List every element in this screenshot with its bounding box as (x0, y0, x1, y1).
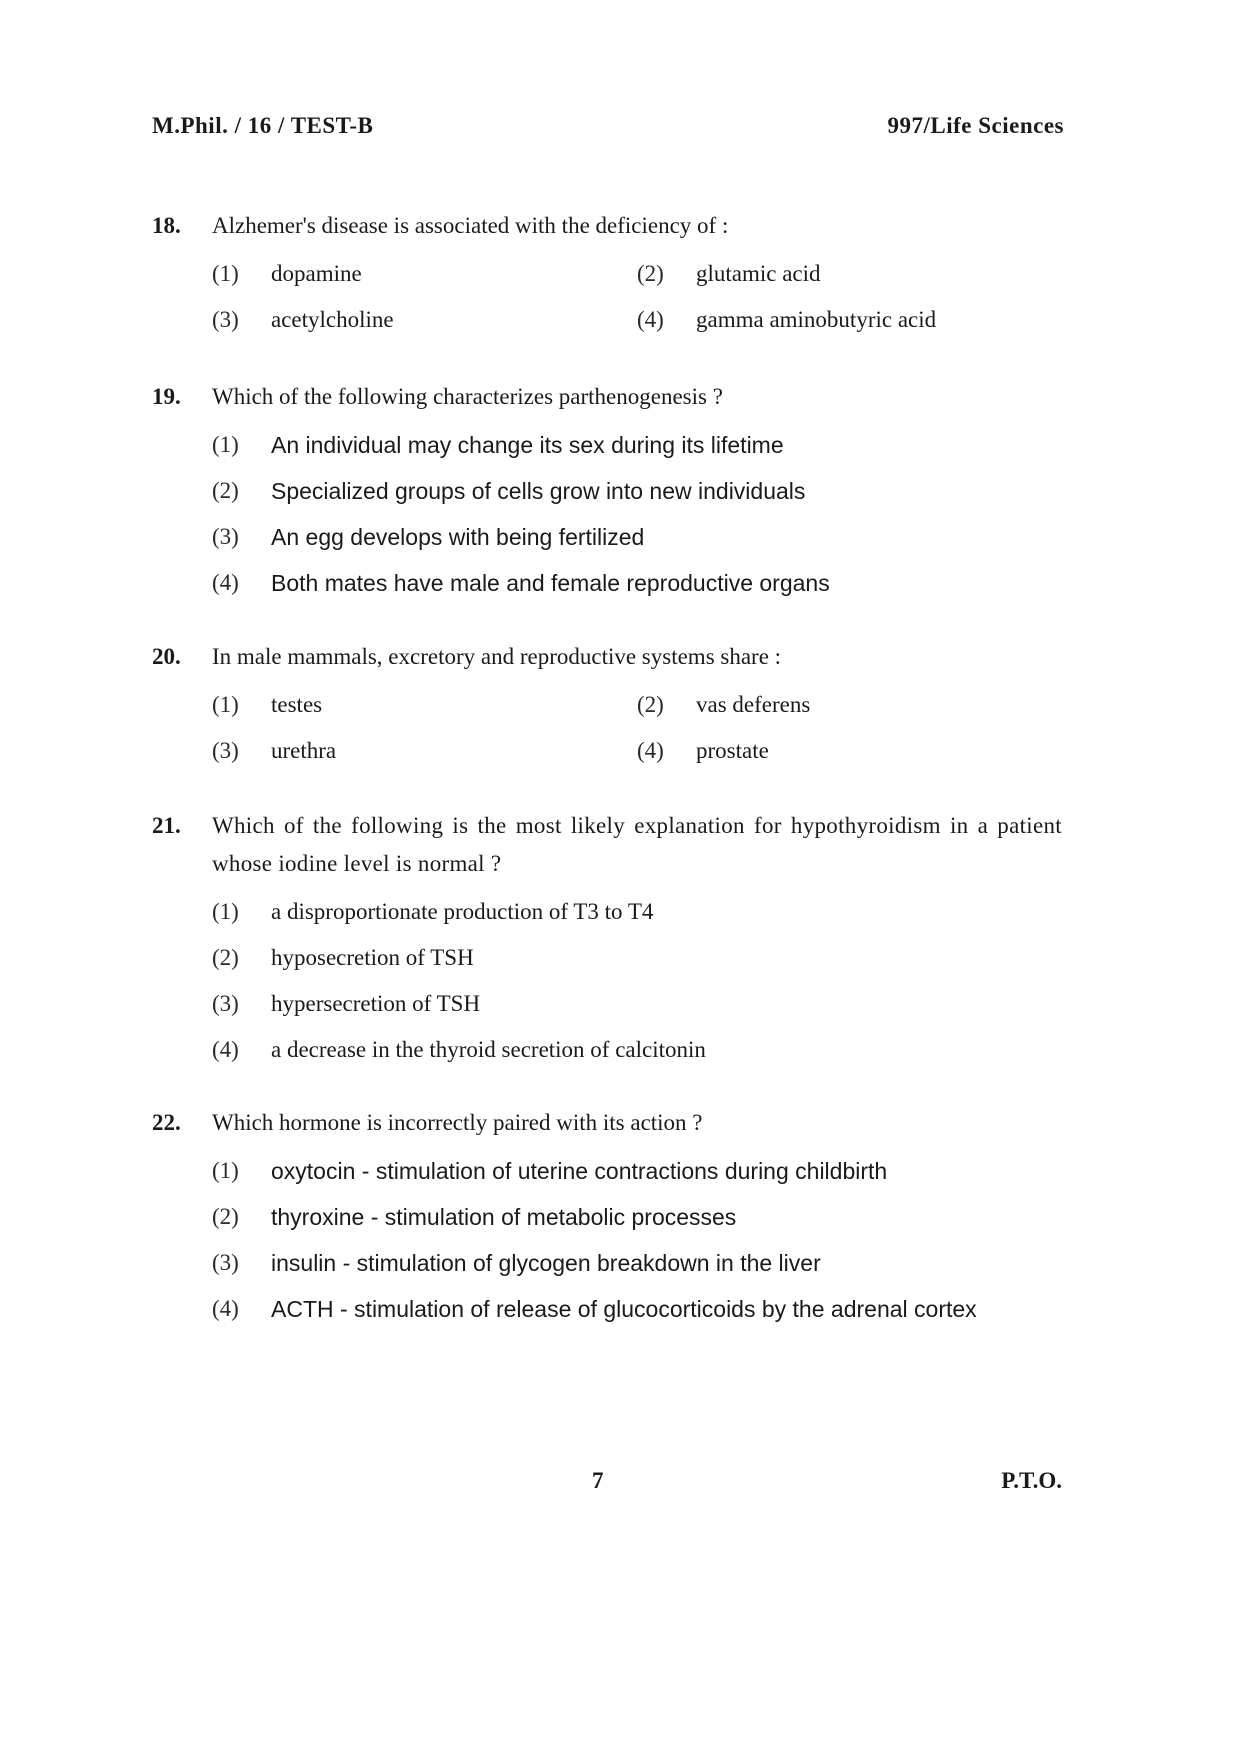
question-number: 19. (152, 384, 181, 409)
option-1 (212, 251, 637, 297)
options (212, 1148, 1062, 1332)
option-number: (1) (212, 261, 239, 286)
option-number: (4) (212, 1296, 239, 1321)
question-text: Which of the following characterizes parthenogenesis ? (212, 384, 723, 409)
option-number: (3) (212, 1250, 239, 1275)
option-number: (4) (212, 570, 239, 595)
option-3 (212, 728, 637, 774)
option-number: (3) (212, 524, 239, 549)
option-text: vas deferens (696, 692, 811, 717)
question-number: 21. (152, 813, 181, 838)
option-1 (212, 422, 1062, 468)
option-text: gamma aminobutyric acid (696, 307, 937, 332)
option-3 (212, 981, 1062, 1027)
option-text: thyroxine - stimulation of metabolic processes (271, 1204, 737, 1230)
option-4 (637, 297, 1062, 343)
question-text: In male mammals, excretory and reproductive systems share : (212, 644, 782, 669)
page-header (152, 113, 1064, 153)
option-text: prostate (696, 738, 769, 763)
option-2 (212, 468, 1062, 514)
option-number: (4) (637, 738, 664, 763)
option-1 (212, 1148, 1062, 1194)
option-text: hypersecretion of TSH (271, 991, 481, 1016)
question-text: Which hormone is incorrectly paired with its action ? (212, 1110, 703, 1135)
option-number: (1) (212, 899, 239, 924)
option-3 (212, 1240, 1062, 1286)
question-text: Alzhemer's disease is associated with the deficiency of : (212, 213, 729, 238)
subject-code: 997/Life Sciences (887, 113, 1064, 138)
option-2 (212, 935, 1062, 981)
option-text: testes (271, 692, 323, 717)
option-number: (2) (212, 945, 239, 970)
question-20 (152, 638, 1062, 774)
option-text: dopamine (271, 261, 362, 286)
option-4 (212, 1027, 1062, 1073)
option-number: (2) (212, 478, 239, 503)
question-21 (152, 807, 1062, 1073)
option-text: An egg develops with being fertilized (271, 524, 645, 550)
exam-code: M.Phil. / 16 / TEST-B (152, 113, 374, 138)
question-number: 22. (152, 1110, 181, 1135)
option-text: ACTH - stimulation of release of glucocorticoids by the adrenal cortex (271, 1296, 977, 1322)
option-number: (4) (212, 1037, 239, 1062)
options (212, 889, 1062, 1073)
option-3 (212, 514, 1062, 560)
question-22 (152, 1104, 1062, 1332)
options (212, 682, 1062, 774)
option-text: a disproportionate production of T3 to T4 (271, 899, 654, 924)
option-text: An individual may change its sex during its lifetime (271, 432, 784, 458)
option-text: a decrease in the thyroid secretion of calcitonin (271, 1037, 706, 1062)
option-2 (637, 682, 1062, 728)
option-4 (212, 560, 1062, 606)
option-number: (4) (637, 307, 664, 332)
option-text: Both mates have male and female reproductive organs (271, 570, 830, 596)
option-number: (3) (212, 991, 239, 1016)
option-number: (2) (212, 1204, 239, 1229)
page-number: 7 (592, 1468, 604, 1493)
options (212, 251, 1062, 343)
option-text: hyposecretion of TSH (271, 945, 474, 970)
option-3 (212, 297, 637, 343)
option-number: (1) (212, 1158, 239, 1183)
option-number: (3) (212, 738, 239, 763)
option-2 (212, 1194, 1062, 1240)
question-19 (152, 378, 1062, 606)
question-number: 18. (152, 213, 181, 238)
option-2 (637, 251, 1062, 297)
option-number: (2) (637, 261, 664, 286)
question-18 (152, 207, 1062, 343)
option-text: glutamic acid (696, 261, 821, 286)
question-text: Which of the following is the most likely explanation for hypothyroidism in a patient whose iodine level is normal ? (212, 813, 1062, 876)
option-text: oxytocin - stimulation of uterine contractions during childbirth (271, 1158, 888, 1184)
option-text: urethra (271, 738, 337, 763)
question-number: 20. (152, 644, 181, 669)
option-4 (212, 1286, 1062, 1332)
option-number: (3) (212, 307, 239, 332)
option-number: (1) (212, 432, 239, 457)
option-number: (2) (637, 692, 664, 717)
option-1 (212, 682, 637, 728)
option-4 (637, 728, 1062, 774)
please-turn-over: P.T.O. (1001, 1468, 1062, 1493)
option-1 (212, 889, 1062, 935)
options (212, 422, 1062, 606)
option-text: insulin - stimulation of glycogen breakdown in the liver (271, 1250, 821, 1276)
option-text: Specialized groups of cells grow into new individuals (271, 478, 806, 504)
option-text: acetylcholine (271, 307, 394, 332)
option-number: (1) (212, 692, 239, 717)
